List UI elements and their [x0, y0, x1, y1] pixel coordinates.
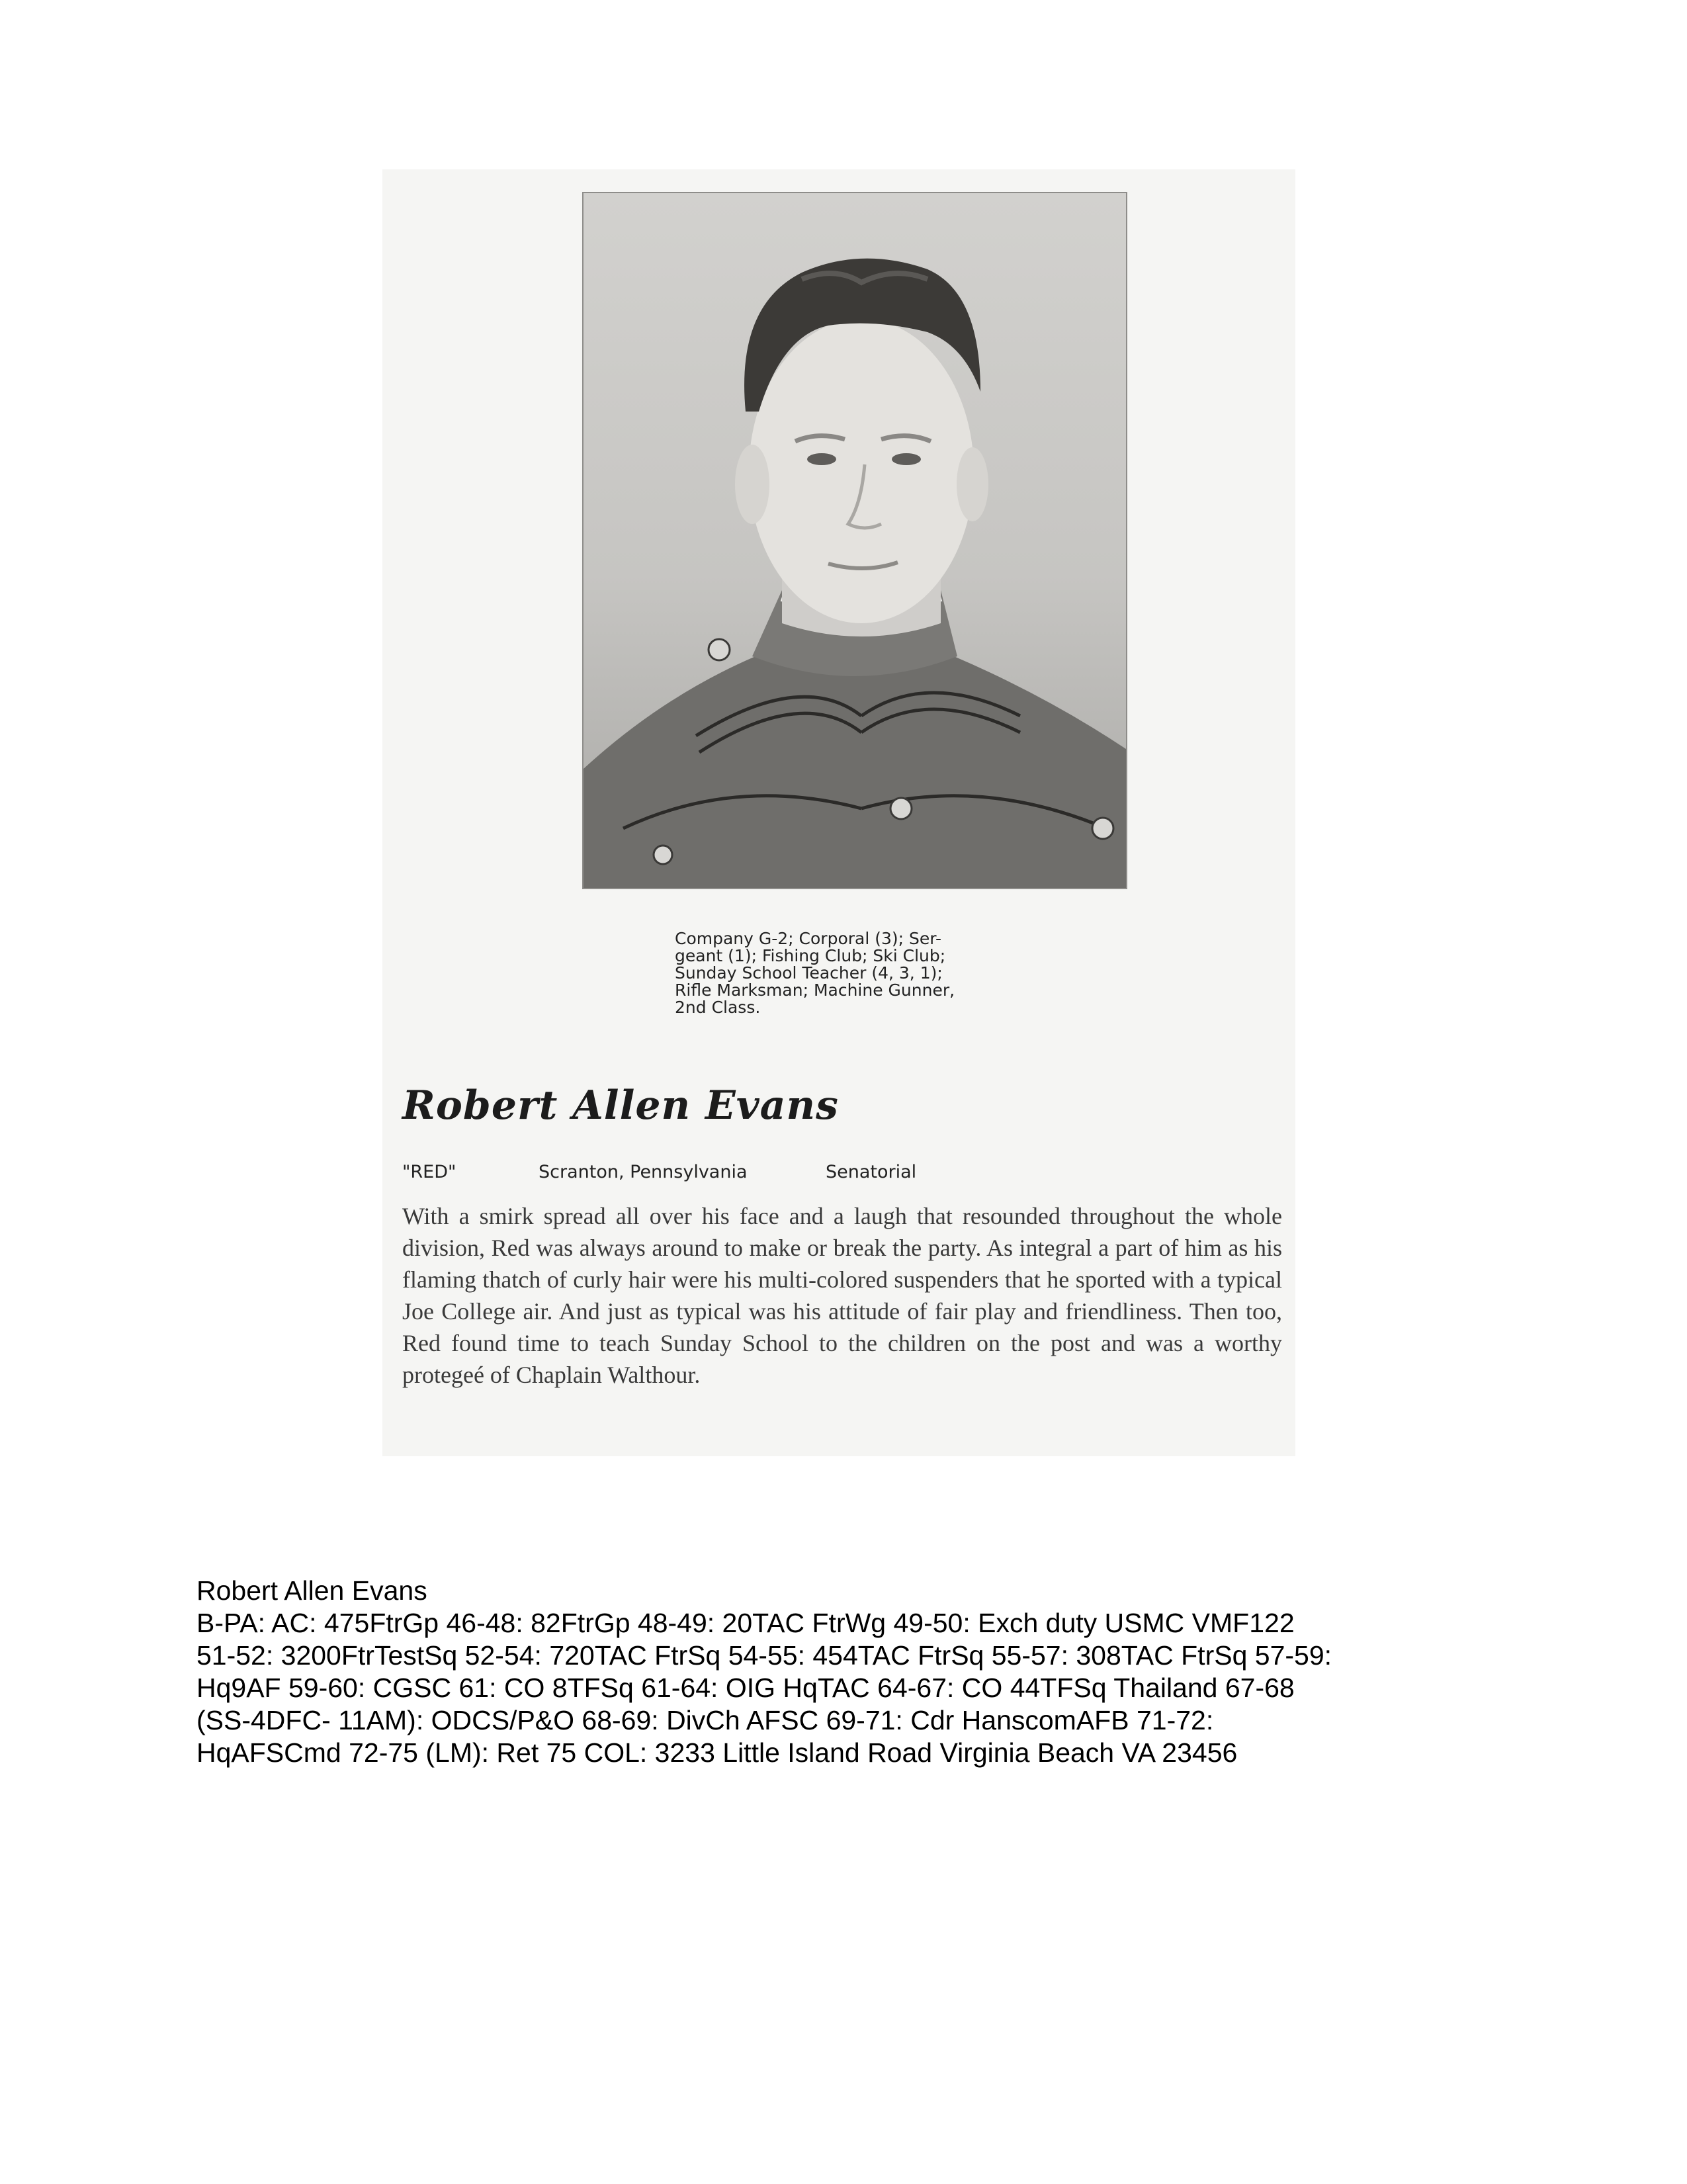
- record-line: B-PA: AC: 475FtrGp 46-48: 82FtrGp 48-49: 20TAC FtrWg 49-50: Exch duty USMC VMF122: [196, 1608, 1295, 1638]
- hometown-label: Scranton, Pennsylvania: [539, 1162, 748, 1182]
- record-name: Robert Allen Evans: [196, 1575, 427, 1606]
- cadet-portrait-photo: [582, 192, 1127, 889]
- activities-caption: Company G-2; Corporal (3); Ser- geant (1); Fishing Club; Ski Club; Sunday School Teacher (4, 3, 1); Rifle Marksman; Machine Gunner, 2nd Class.: [675, 929, 955, 1017]
- service-record: [196, 1575, 1520, 1769]
- record-line: (SS-4DFC- 11AM): ODCS/P&O 68-69: DivCh AFSC 69-71: Cdr HanscomAFB 71-72:: [196, 1705, 1214, 1735]
- record-line: 51-52: 3200FtrTestSq 52-54: 720TAC FtrSq 54-55: 454TAC FtrSq 55-57: 308TAC FtrSq 57-59:: [196, 1640, 1332, 1671]
- record-line: Hq9AF 59-60: CGSC 61: CO 8TFSq 61-64: OIG HqTAC 64-67: CO 44TFSq Thailand 67-68: [196, 1673, 1295, 1703]
- nickname-label: "RED": [402, 1162, 456, 1182]
- appointment-label: Senatorial: [826, 1162, 917, 1182]
- cadet-signature: Robert Allen Evans: [402, 1082, 839, 1129]
- yearbook-page-scan: [382, 169, 1295, 1456]
- biography-paragraph: With a smirk spread all over his face and a laugh that resounded throughout the whole division, Red was always around to make or break the party. As integral a part of him as his flaming thatch of curly hair were his multi-colored suspenders that he sported with a typical Joe College air. And just as typical was his attitude of fair play and friendliness. Then too, Red found time to teach Sunday School to the children on the post and was a worthy protegeé of Chaplain Walthour.: [402, 1203, 1282, 1388]
- record-line: HqAFSCmd 72-75 (LM): Ret 75 COL: 3233 Little Island Road Virginia Beach VA 23456: [196, 1737, 1238, 1768]
